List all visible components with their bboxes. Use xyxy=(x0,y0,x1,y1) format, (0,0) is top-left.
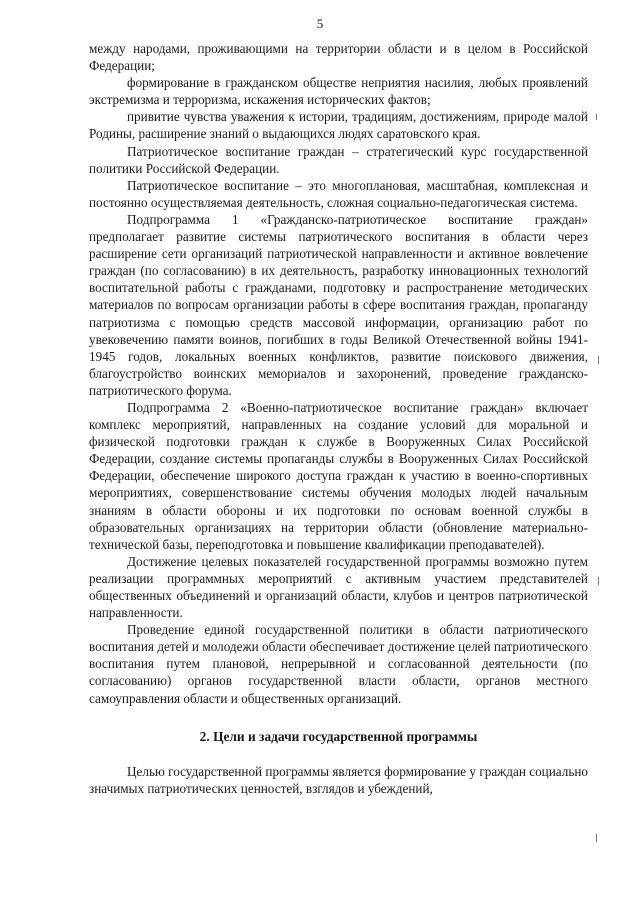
paragraph-continuation: между народами, проживающими на территории области и в целом в Российской Федерации; xyxy=(89,41,588,74)
page-number: 5 xyxy=(316,16,324,31)
scan-artifact xyxy=(598,356,599,364)
paragraph: привитие чувства уважения к истории, традициям, достижениям, природе малой Родины, расширение знаний о выдающихся людях саратовского края. xyxy=(89,109,588,142)
paragraph: Патриотическое воспитание – это многоплановая, масштабная, комплексная и постоянно осуществляемая деятельность, сложная социально-педагогическая система. xyxy=(89,177,588,210)
document-body xyxy=(89,40,588,797)
paragraph: Достижение целевых показателей государственной программы возможно путем реализации программных мероприятий с активным участием представителей общественных объединений и организаций области, клубов и центров патриотической направленности. xyxy=(89,553,588,621)
section-heading: 2. Цели и задачи государственной программы xyxy=(199,728,478,744)
paragraph: Патриотическое воспитание граждан – стратегический курс государственной политики Российской Федерации. xyxy=(89,143,588,176)
scan-artifact xyxy=(596,114,597,120)
paragraph-subprogram-1: Подпрограмма 1 «Гражданско-патриотическое воспитание граждан» предполагает развитие системы патриотического воспитания в области через расширение сети организаций патриотической направленности и активное вовлечение граждан (по согласованию) в их деятельность, разработку инновационных технологий воспитательной работы с гражданами, подготовку и распространение методических материалов по вопросам организации работы в сфере воспитания граждан, пропаганду патриотизма с помощью средств массовой информации, организацию работ по увековечению памяти воинов, погибших в годы Великой Отечественной войны 1941-1945 годов, локальных военных конфликтов, развитие поискового движения, благоустройство воинских мемориалов и захоронений, проведение гражданско-патриотического форума. xyxy=(89,211,588,398)
paragraph: Целью государственной программы является формирование у граждан социально значимых патриотических ценностей, взглядов и убеждений, xyxy=(89,763,588,796)
paragraph: Проведение единой государственной политики в области патриотического воспитания детей и молодежи области обеспечивает достижение целей патриотического воспитания путем плановой, непрерывной и согласованной деятельности (по согласованию) органов государственной власти области, органов местного самоуправления области и общественных организаций. xyxy=(89,622,588,706)
scan-artifact xyxy=(596,834,597,842)
paragraph: формирование в гражданском обществе неприятия насилия, любых проявлений экстремизма и терроризма, искажения исторических фактов; xyxy=(89,75,588,108)
scan-artifact xyxy=(598,577,599,585)
paragraph-subprogram-2: Подпрограмма 2 «Военно-патриотическое воспитание граждан» включает комплекс мероприятий, направленных на создание условий для моральной и физической подготовки граждан к службе в Вооруженных Силах Российской Федерации, создание системы пропаганды службы в Вооруженных Силах Российской Федерации, обеспечение широкого доступа граждан к участию в военно-спортивных мероприятиях, совершенствование системы обучения молодых людей начальным знаниям в области обороны и их подготовки по основам военной службы в образовательных организациях на территории области (обновление материально-технической базы, переподготовка и повышение квалификации преподавателей). xyxy=(89,399,588,552)
